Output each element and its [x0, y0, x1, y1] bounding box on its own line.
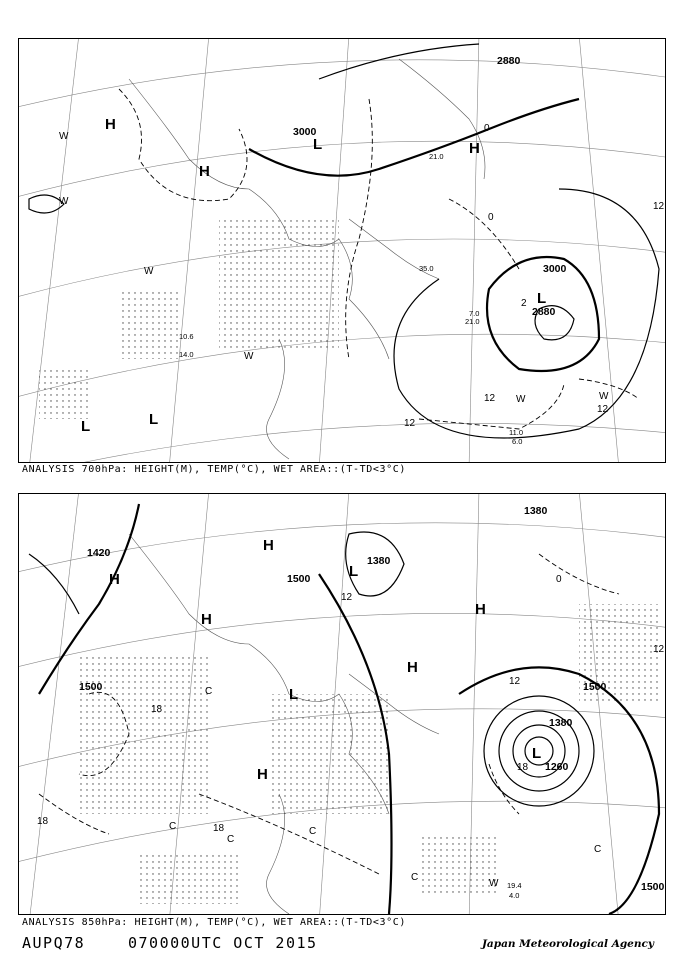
- warm-label: W: [244, 351, 254, 362]
- map-labels: [59, 55, 665, 446]
- cold-label: C: [205, 686, 213, 697]
- obs-value: 21.0: [429, 152, 444, 161]
- obs-value: 35.0: [419, 264, 434, 273]
- isotherm-label: 12: [653, 201, 665, 212]
- low-label: L: [313, 136, 323, 153]
- panel-850-caption: ANALYSIS 850hPa: HEIGHT(M), TEMP(°C), WET AREA::(T-TD<3°C): [22, 917, 406, 928]
- height-label: 1500: [79, 681, 103, 693]
- obs-value: 10.6: [179, 332, 194, 341]
- warm-label: W: [59, 131, 69, 142]
- cold-label: C: [411, 872, 419, 883]
- valid-time: 070000UTC OCT 2015: [128, 934, 318, 952]
- height-label: 1500: [583, 681, 607, 693]
- height-label: 3000: [543, 263, 567, 275]
- warm-label: W: [144, 266, 154, 277]
- low-label: L: [81, 418, 91, 435]
- map-700hpa-canvas: [19, 39, 665, 462]
- warm-label: W: [516, 394, 526, 405]
- height-label: 2880: [497, 55, 521, 67]
- isotherm-label: 0: [484, 123, 490, 134]
- high-label: H: [407, 659, 418, 676]
- cold-label: C: [169, 821, 177, 832]
- high-label: H: [109, 571, 120, 588]
- low-center-label: L: [532, 745, 542, 762]
- height-label: 1380: [524, 505, 548, 517]
- obs-value: 6.0: [512, 437, 523, 446]
- wet-area: [79, 604, 659, 904]
- map-850hpa-canvas: [19, 494, 665, 914]
- agency-name: Japan Meteorological Agency: [481, 938, 654, 950]
- warm-label: W: [59, 196, 69, 207]
- low-center-label: L: [537, 290, 547, 307]
- high-label: H: [475, 601, 486, 618]
- high-label: H: [201, 611, 212, 628]
- isotherm-label: 18: [213, 823, 225, 834]
- height-label: 1380: [367, 555, 391, 567]
- high-label: H: [263, 537, 274, 554]
- obs-value: 4.0: [509, 891, 520, 900]
- obs-value: 14.0: [179, 350, 194, 359]
- map-700hpa: [18, 38, 666, 463]
- map-850hpa: [18, 493, 666, 915]
- cold-label: C: [309, 826, 317, 837]
- height-label: 1500: [287, 573, 311, 585]
- high-center-label: H: [105, 116, 116, 133]
- cold-label: C: [227, 834, 235, 845]
- isotherm-label: 18: [151, 704, 163, 715]
- isotherm-label: 12: [404, 418, 416, 429]
- low-label: L: [149, 411, 159, 428]
- obs-value: 11.0: [509, 428, 524, 437]
- obs-value: 21.0: [465, 317, 480, 326]
- high-center-label: H: [199, 163, 210, 180]
- high-center-label: H: [469, 140, 480, 157]
- height-label: 1500: [641, 881, 665, 893]
- panel-700-caption: ANALYSIS 700hPa: HEIGHT(M), TEMP(°C), WET AREA::(T-TD<3°C): [22, 464, 406, 475]
- warm-label: W: [599, 391, 609, 402]
- isotherm-label: 12: [341, 592, 353, 603]
- isotherm-label: 12: [597, 404, 609, 415]
- chart-code: AUPQ78: [22, 934, 86, 952]
- height-label: 2880: [532, 306, 556, 318]
- obs-value: 7.0: [469, 309, 480, 318]
- isotherm-label: 2: [521, 298, 527, 309]
- isotherm-label: 12: [484, 393, 496, 404]
- isotherm-label: 12: [509, 676, 521, 687]
- height-label: 1420: [87, 547, 111, 559]
- isotherm-label: 18: [517, 762, 529, 773]
- high-label: H: [257, 766, 268, 783]
- cold-label: C: [594, 844, 602, 855]
- low-label: L: [349, 563, 359, 580]
- height-label: 1260: [545, 761, 569, 773]
- isotherm-label: 0: [488, 212, 494, 223]
- isotherm-label: 12: [653, 644, 665, 655]
- height-label: 3000: [293, 126, 317, 138]
- low-label: L: [289, 686, 299, 703]
- isotherm-label: 0: [556, 574, 562, 585]
- isotherm-label: 18: [37, 816, 49, 827]
- warm-label: W: [489, 878, 499, 889]
- height-label: 1380: [549, 717, 573, 729]
- obs-value: 19.4: [507, 881, 522, 890]
